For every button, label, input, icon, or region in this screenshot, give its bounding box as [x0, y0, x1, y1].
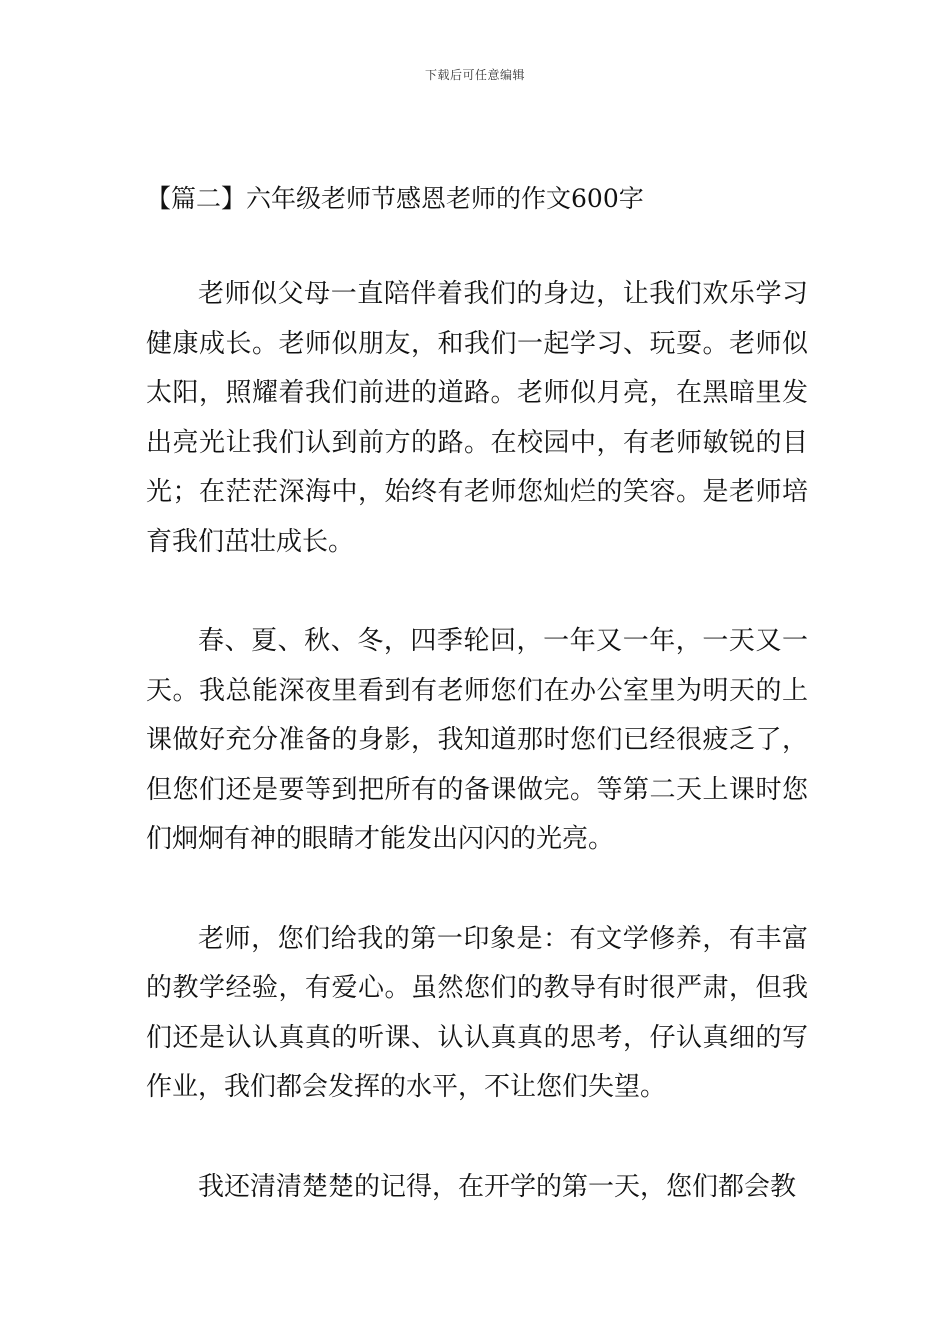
essay-title: 【篇二】六年级老师节感恩老师的作文600字	[146, 184, 644, 213]
paragraph-2: 春、夏、秋、冬，四季轮回，一年又一年，一天又一天。我总能深夜里看到有老师您们在办公室里为明天的上课做好充分准备的身影，我知道那时您们已经很疲乏了，但您们还是要等到把所有的备课做完。等第二天上课时您们炯炯有神的眼睛才能发出闪闪的光亮。	[146, 626, 808, 854]
page-header-note: 下载后可任意编辑	[424, 68, 525, 82]
paragraph-4: 我还清清楚楚的记得，在开学的第一天，您们都会教	[198, 1171, 797, 1202]
paragraph-1: 老师似父母一直陪伴着我们的身边，让我们欢乐学习健康成长。老师似朋友，和我们一起学习、玩耍。老师似太阳，照耀着我们前进的道路。老师似月亮，在黑暗里发出亮光让我们认到前方的路。在校园中，有老师敏锐的目光；在茫茫深海中，始终有老师您灿烂的笑容。是老师培育我们茁壮成长。	[146, 279, 808, 557]
paragraph-3: 老师，您们给我的第一印象是：有文学修养，有丰富的教学经验，有爱心。虽然您们的教导有时很严肃，但我们还是认认真真的听课、认认真真的思考，仔认真细的写作业，我们都会发挥的水平，不让您们失望。	[146, 923, 808, 1102]
document-body	[146, 176, 808, 1212]
